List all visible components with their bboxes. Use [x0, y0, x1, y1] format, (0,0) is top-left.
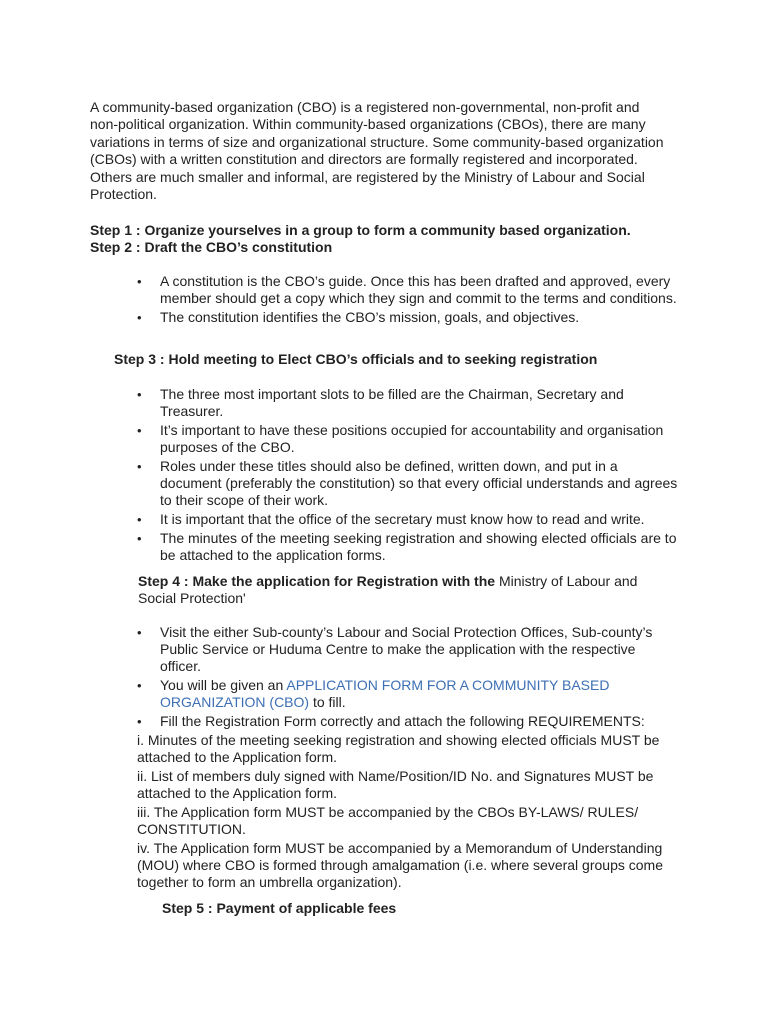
list-item: • A constitution is the CBO’s guide. Once this has been drafted and approved, every member should get a copy which they sign and commit to the terms and conditions. [137, 273, 677, 307]
step-1-heading: Step 1 : Organize yourselves in a group to form a community based organization. [90, 222, 631, 238]
list-item: • The minutes of the meeting seeking registration and showing elected officials are to be attached to the application forms. [137, 530, 682, 564]
list-item: • The three most important slots to be filled are the Chairman, Secretary and Treasurer. [137, 386, 682, 420]
requirement-item: i. Minutes of the meeting seeking registration and showing elected officials MUST be attached to the Application form. [137, 732, 660, 765]
requirements-list [137, 732, 682, 893]
intro-paragraph: A community-based organization (CBO) is a registered non-governmental, non-profit and non-political organization. Within community-based organizations (CBOs), there are many variations in terms of size and organizational structure. Some community-based organization (CBOs) with a written constitution and directors are formally registered and incorporated. Others are much smaller and informal, are registered by the Ministry of Labour and Social Protection. [90, 99, 664, 203]
list-item: • Roles under these titles should also be defined, written down, and put in a document (preferably the constitution) so that every official understands and agrees to their scope of their work. [137, 458, 682, 509]
list-item: • It is important that the office of the secretary must know how to read and write. [137, 511, 682, 528]
step-4-bold: Step 4 : Make the application for Registration with the [138, 573, 496, 589]
list-item: • Visit the either Sub-county’s Labour and Social Protection Offices, Sub-county’s Public Service or Huduma Centre to make the application with the respective officer. [137, 624, 677, 675]
step-2-list [137, 273, 677, 328]
requirement-item: ii. List of members duly signed with Name/Position/ID No. and Signatures MUST be attached to the Application form. [137, 768, 654, 801]
step-4-ministry: Ministry of Labour and Social Protection' [138, 573, 638, 606]
requirement-item: iii. The Application form MUST be accompanied by the CBOs BY-LAWS/ RULES/ CONSTITUTION. [137, 804, 639, 837]
list-item-text: to fill. [312, 694, 346, 710]
requirement-item: iv. The Application form MUST be accompanied by a Memorandum of Understanding (MOU) where CBO is formed through amalgamation (i.e. where several groups come together to form an umbrella organization). [137, 840, 663, 890]
list-item: • It’s important to have these positions occupied for accountability and organisation purposes of the CBO. [137, 422, 682, 456]
step-4-list [137, 624, 677, 732]
application-form-link[interactable]: APPLICATION FORM FOR A COMMUNITY BASED ORGANIZATION (CBO) [160, 677, 610, 710]
step-2-heading: Step 2 : Draft the CBO’s constitution [90, 239, 333, 255]
list-item: • The constitution identifies the CBO’s mission, goals, and objectives. [137, 309, 677, 326]
list-item [137, 677, 677, 711]
list-item: • Fill the Registration Form correctly and attach the following REQUIREMENTS: [137, 713, 677, 730]
step-3-list [137, 386, 682, 566]
step-5-heading: Step 5 : Payment of applicable fees [162, 900, 397, 916]
step-4-heading [138, 573, 668, 607]
step-3-heading: Step 3 : Hold meeting to Elect CBO’s officials and to seeking registration [114, 351, 598, 367]
list-item-text: You will be given an [160, 677, 284, 693]
